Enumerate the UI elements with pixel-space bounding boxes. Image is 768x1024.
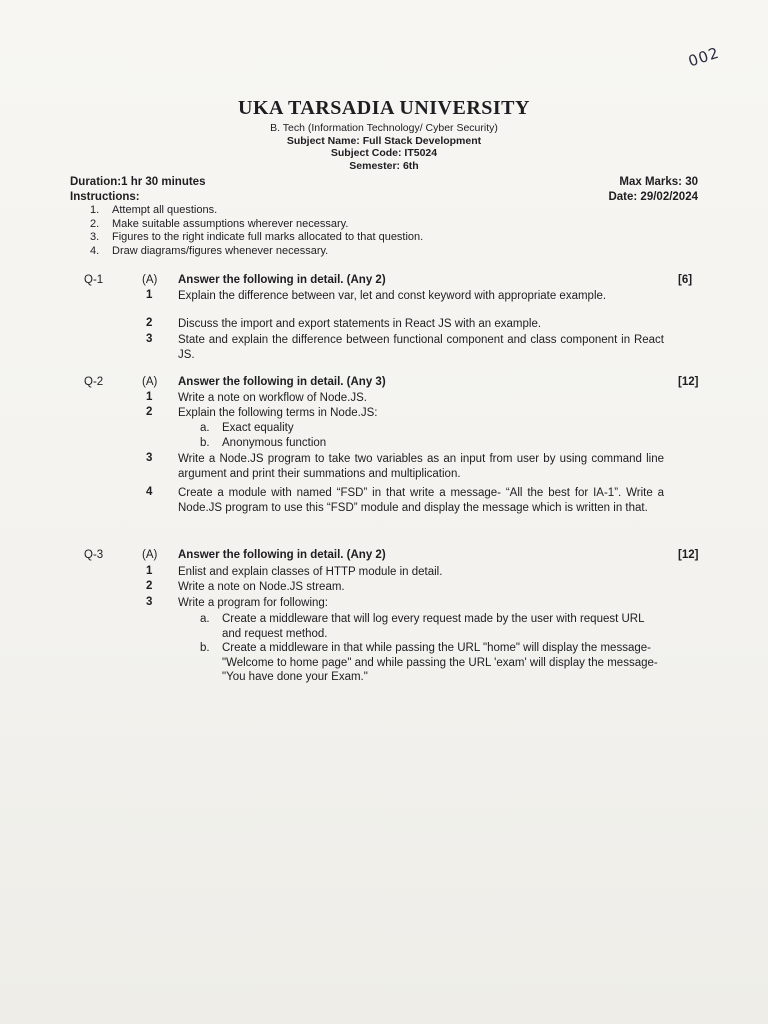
question-number: Q-3 [84, 549, 104, 561]
program-line: B. Tech (Information Technology/ Cyber Security) [270, 122, 498, 134]
handwritten-mark: 002 [685, 43, 722, 71]
question-marks: [12] [678, 549, 699, 561]
instructions-label: Instructions: [70, 191, 140, 203]
question-heading: Answer the following in detail. (Any 3) [178, 376, 386, 388]
question-section: (A) [142, 549, 158, 561]
max-marks: Max Marks: 30 [619, 176, 698, 188]
question-section: (A) [142, 376, 158, 388]
meta-left [70, 175, 205, 205]
instruction-item: 1. Attempt all questions. [90, 204, 218, 216]
question-heading: Answer the following in detail. (Any 2) [178, 274, 386, 286]
university-name: UKA TARSADIA UNIVERSITY [238, 97, 530, 119]
sub-item: a. Create a middleware that will log every request made by the user with request URL and request method. [200, 613, 645, 640]
meta-right [608, 175, 698, 205]
question-number: Q-1 [84, 274, 104, 286]
exam-header [0, 97, 768, 172]
instruction-item: 4. Draw diagrams/figures whenever necessary. [90, 244, 329, 257]
exam-paper: 002 UKA TARSADIA UNIVERSITY B. Tech (Information Technology/ Cyber Security) Subject Name: Full Stack Development Subject Code: IT5024 Semester: 6th Duration:1 hr 30 minutes Instructions: Max Marks: 30 Date: 29/02/2024 1. Attempt all questions. 2. Make suitable assumptions wherever necessary. 3. Figures to the right indicate full marks allocated to that question. 4. Draw diagrams/figures whenever necessary. Q-1 (A) Answer the following in detail. (Any 2) [6] 1 Explain the difference between var, let and const keyword with appropriate example. 2 Discuss the import and export statements in React JS with an example. 3 State and explain the difference between functional component and class component in React JS. Q-2 (A) Answer the following in detail. (Any 3) [12] 1 Write a note on workflow of Node.JS. 2 Explain the following terms in Node.JS: a. Exact equality b. Anonymous function 3 Write a Node.JS program to take two variables as an input from user by using command line argument and print their summations and multiplication. 4 Create a module with named “FSD” in that write a message- “All the best for IA-1”. Write a Node.JS program to use this “FSD” module and display the message which is written in that. Q-3 (A) Answer the following in detail. (Any 2) [12] 1 Enlist and explain classes of HTTP module in detail. 2 Write a note on Node.JS stream. 3 Write a program for following: a. Create a middleware that will log every request made by the user with request URL and request method. b. Create a middleware in that while passing the URL "home" will display the message- "Welcome to home page" and while passing the URL 'exam' will display the message- "You have done your Exam." [0, 0, 768, 1024]
sub-item: a. Exact equality [200, 422, 294, 434]
sub-item: b. Anonymous function [200, 437, 327, 449]
instructions-list [90, 204, 423, 258]
instruction-item: 2. Make suitable assumptions wherever necessary. [90, 217, 349, 230]
exam-date: Date: 29/02/2024 [608, 191, 698, 203]
duration: Duration:1 hr 30 minutes [70, 176, 206, 188]
subject-code: Subject Code: IT5024 [330, 147, 438, 159]
instruction-item: 3. Figures to the right indicate full marks allocated to that question. [90, 231, 424, 244]
question-heading: Answer the following in detail. (Any 2) [178, 549, 386, 561]
sub-item: b. Create a middleware in that while passing the URL "home" will display the message- "Welcome to home page" and while passing the URL 'exam' will display the message- "You have done your Exam." [200, 642, 658, 684]
question-number: Q-2 [84, 376, 104, 388]
subject-name: Subject Name: Full Stack Development [286, 134, 482, 147]
question-section: (A) [142, 274, 158, 286]
question-marks: [6] [678, 274, 693, 286]
semester: Semester: 6th [349, 159, 419, 172]
question-marks: [12] [678, 376, 699, 388]
